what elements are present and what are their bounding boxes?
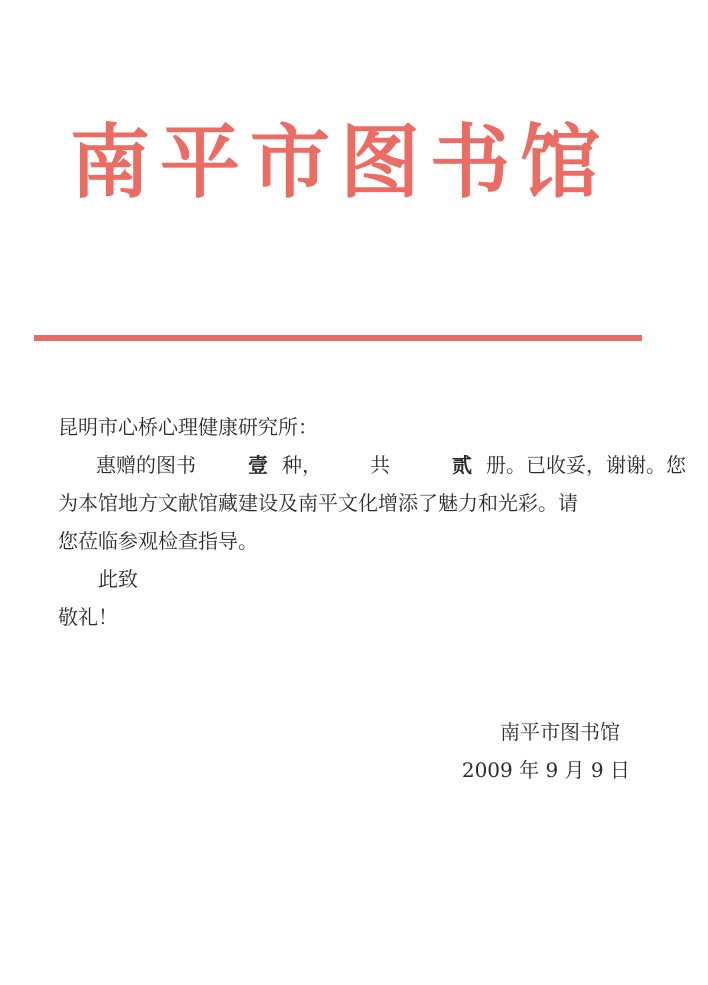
letter-body — [58, 408, 686, 636]
kind-count: 壹 — [248, 453, 268, 477]
volume-count: 贰 — [452, 453, 472, 477]
closing-cizhi: 此致 — [98, 567, 138, 591]
signature-block — [461, 713, 630, 789]
signature-date: 2009 年 9 月 9 日 — [461, 758, 630, 782]
letter-paragraph-line-3: 您莅临参观检查指导。 — [58, 529, 258, 553]
line1-mid: 种， — [282, 453, 322, 477]
letterhead-divider — [34, 335, 642, 341]
letterhead — [70, 108, 610, 218]
recipient-line: 昆明市心桥心理健康研究所： — [58, 415, 318, 439]
letter-paragraph-line-2: 为本馆地方文献馆藏建设及南平文化增添了魅力和光彩。请 — [58, 491, 578, 515]
line1-suffix: 册。已收妥，谢谢。您 — [486, 453, 686, 477]
signature-name: 南平市图书馆 — [500, 720, 620, 744]
letter-paragraph-line-1 — [58, 446, 686, 484]
closing-jingli: 敬礼！ — [58, 605, 118, 629]
line1-prefix: 惠赠的图书 — [96, 453, 196, 477]
letterhead-title: 南平市图书馆 — [70, 116, 610, 209]
line1-gong: 共 — [370, 453, 390, 477]
